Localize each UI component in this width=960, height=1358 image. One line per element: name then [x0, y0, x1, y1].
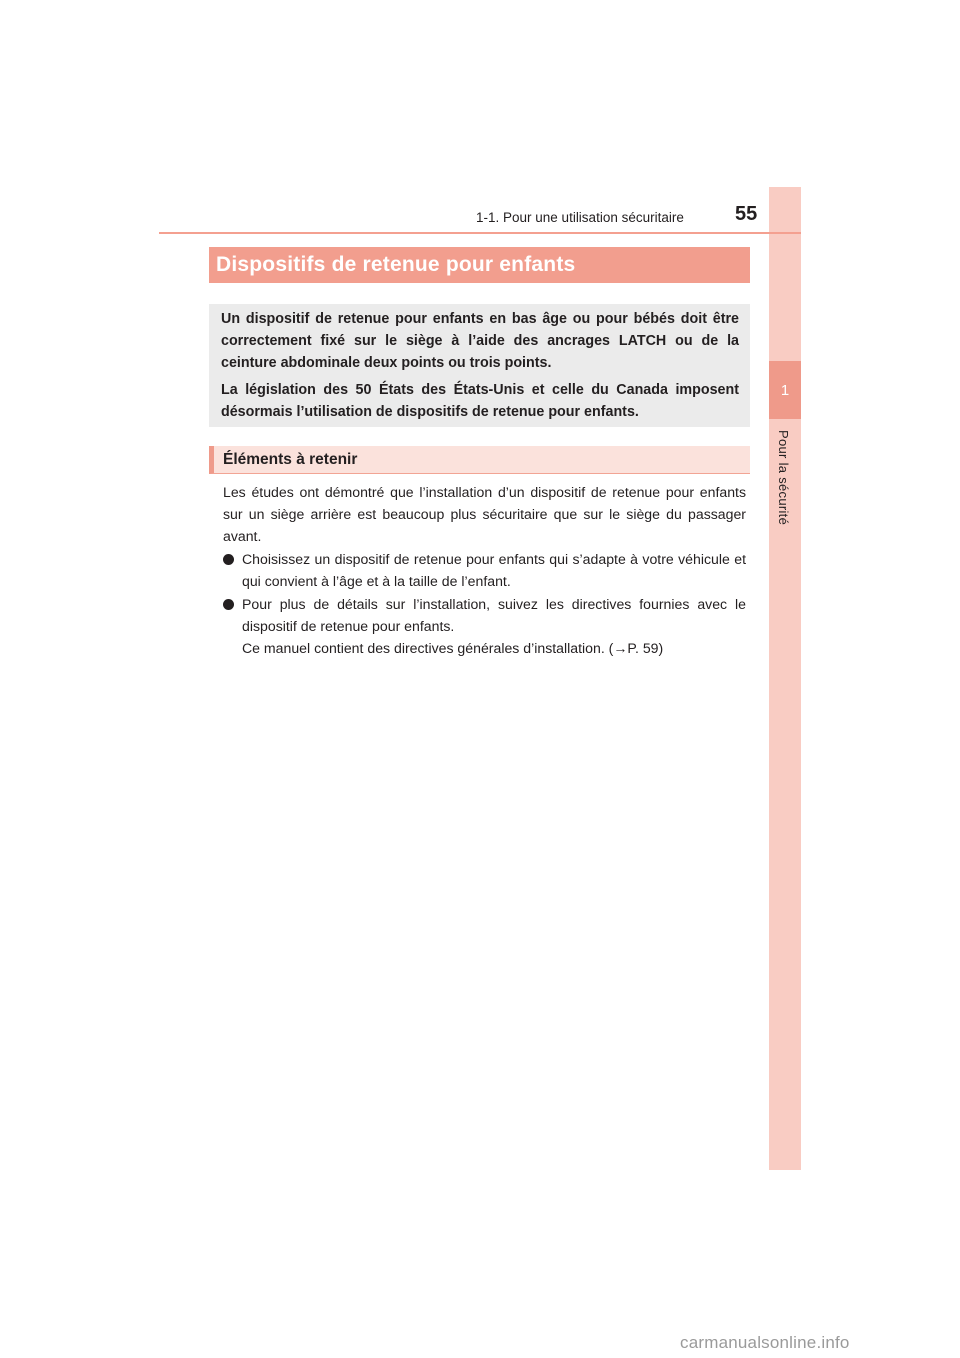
watermark: carmanualsonline.info	[680, 1333, 850, 1352]
bullet-text: Pour plus de détails sur l’installation, suivez les directives fournies avec le dispositif de retenue pour enfants.	[242, 596, 746, 634]
list-item	[223, 548, 746, 592]
title-bar	[209, 247, 750, 283]
bullet-icon	[223, 599, 234, 610]
body-content	[223, 481, 746, 659]
subheading-bar	[209, 446, 750, 474]
summary-paragraph-1: Un dispositif de retenue pour enfants en bas âge ou pour bébés doit être correctement fixé sur le siège à l’aide des ancrages LATCH ou de la ceinture abdominale deux points ou trois points.	[221, 311, 739, 371]
page-number: 55	[735, 203, 758, 225]
page-title: Dispositifs de retenue pour enfants	[216, 253, 576, 276]
summary-paragraph-2: La législation des 50 États des États-Unis et celle du Canada imposent désormais l’utilisation de dispositifs de retenue pour enfants.	[221, 382, 739, 420]
bullet-text: Choisissez un dispositif de retenue pour enfants qui s’adapte à votre véhicule et qui convient à l’âge et à la taille de l’enfant.	[242, 551, 746, 589]
bullet-icon	[223, 554, 234, 565]
list-item	[223, 593, 746, 659]
intro-paragraph: Les études ont démontré que l’installation d’un dispositif de retenue pour enfants sur un siège arrière est beaucoup plus sécuritaire que sur le siège du passager avant.	[223, 484, 746, 544]
header-divider	[159, 232, 801, 234]
subheading: Éléments à retenir	[223, 450, 358, 468]
chapter-number-badge: 1	[769, 361, 801, 419]
summary-box	[209, 304, 750, 427]
bullet-text-reference: Ce manuel contient des directives générales d’installation. (→P. 59)	[242, 640, 664, 656]
chapter-label: Pour la sécurité	[776, 430, 791, 526]
section-reference: 1-1. Pour une utilisation sécuritaire	[476, 210, 684, 225]
chapter-side-tab	[769, 187, 801, 1170]
